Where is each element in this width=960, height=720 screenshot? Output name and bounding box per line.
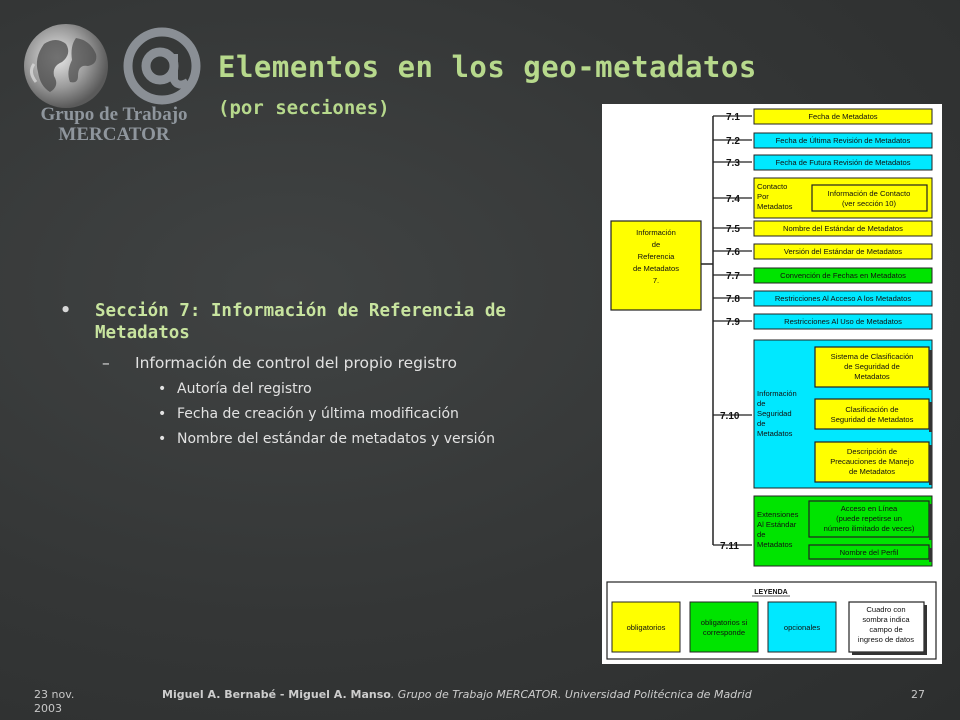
inner-label: Descripción de xyxy=(846,447,898,456)
legend-label: campo de xyxy=(869,625,903,634)
row-number: 7.7 xyxy=(726,271,740,282)
footer-org: . Grupo de Trabajo MERCATOR. Universidad Politécnica de Madrid xyxy=(390,688,752,701)
row-label: Restricciones Al Uso de Metadatos xyxy=(784,317,902,326)
root-label: de Metadatos xyxy=(632,264,680,273)
at-sign-icon xyxy=(128,32,196,100)
inner-label: (puede repetirse un xyxy=(836,514,902,523)
inner-label: Seguridad de Metadatos xyxy=(830,415,914,424)
sub-sub-bullet: • Nombre del estándar de metadatos y versión xyxy=(60,430,517,448)
inner-label: Información de Contacto xyxy=(827,189,911,198)
legend-label: Cuadro con xyxy=(866,605,906,614)
row-label: Fecha de Futura Revisión de Metadatos xyxy=(775,158,911,167)
row-label: Información xyxy=(757,389,797,398)
page-number: 27 xyxy=(911,688,925,701)
legend-label: ingreso de datos xyxy=(857,635,915,644)
bullet-main: • Sección 7: Información de Referencia de Metadatos xyxy=(60,300,560,344)
logo-line2: MERCATOR xyxy=(58,124,170,145)
footer-date xyxy=(34,688,74,716)
globe-icon xyxy=(24,24,108,108)
legend-label: obligatorios xyxy=(626,623,666,632)
inner-label: Nombre del Perfil xyxy=(839,548,899,557)
legend-title: LEYENDA xyxy=(754,589,788,596)
row-label: Convención de Fechas en Metadatos xyxy=(780,271,906,280)
row-label: Fecha de Última Revisión de Metadatos xyxy=(775,136,911,145)
row-label: Metadatos xyxy=(757,429,793,438)
row-number: 7.10 xyxy=(720,411,740,422)
row-number: 7.4 xyxy=(726,194,740,205)
row-label: Extensiones xyxy=(757,510,799,519)
row-label: Seguridad xyxy=(757,409,792,418)
row-number: 7.3 xyxy=(726,158,740,169)
row-number: 7.8 xyxy=(726,294,740,305)
row-label: Versión del Estándar de Metadatos xyxy=(783,247,903,256)
slide-title: Elementos en los geo-metadatos xyxy=(218,50,757,84)
row-label: Metadatos xyxy=(757,202,793,211)
inner-label: de Seguridad de xyxy=(844,362,900,371)
sub-bullet: – Información de control del propio registro xyxy=(60,353,560,373)
inner-label: Sistema de Clasificación xyxy=(830,352,914,361)
row-label: Fecha de Metadatos xyxy=(808,112,878,121)
sub-sub-bullet: • Fecha de creación y última modificación xyxy=(60,405,517,423)
inner-label: número ilimitado de veces) xyxy=(823,524,915,533)
row-label: Al Estándar xyxy=(757,520,797,529)
row-label: Nombre del Estándar de Metadatos xyxy=(783,224,903,233)
row-number: 7.2 xyxy=(726,136,740,147)
slide-subtitle: (por secciones) xyxy=(218,97,390,119)
row-number: 7.9 xyxy=(726,317,740,328)
legend-label: corresponde xyxy=(702,628,746,637)
legend-label: opcionales xyxy=(783,623,821,632)
metadata-section-diagram xyxy=(602,104,942,664)
inner-label: Clasificación de xyxy=(845,405,899,414)
footer-date-line: 2003 xyxy=(34,702,62,715)
root-label: de xyxy=(651,240,661,249)
inner-label: de Metadatos xyxy=(848,467,896,476)
row-label: Metadatos xyxy=(757,540,793,549)
row-number: 7.1 xyxy=(726,112,740,123)
inner-label: Acceso en Línea xyxy=(840,504,898,513)
footer-date-line: 23 nov. xyxy=(34,688,75,701)
inner-label: (ver sección 10) xyxy=(841,199,897,208)
footer-authors: Miguel A. Bernabé - Miguel A. Manso xyxy=(162,688,391,701)
bullet-list xyxy=(60,300,560,448)
row-number: 7.11 xyxy=(720,541,739,552)
legend-item xyxy=(690,602,758,652)
row-label: de xyxy=(757,419,766,428)
row-label: Restricciones Al Acceso A los Metadatos xyxy=(774,294,912,303)
footer-credits xyxy=(162,688,752,701)
legend-label: obligatorios si xyxy=(700,618,748,627)
row-label: Por xyxy=(757,192,769,201)
row-label: de xyxy=(757,399,766,408)
row-number: 7.6 xyxy=(726,247,740,258)
logo-line1: Grupo de Trabajo xyxy=(40,104,188,125)
inner-label: Precauciones de Manejo xyxy=(830,457,914,466)
row-label: Contacto xyxy=(757,182,788,191)
root-label: 7. xyxy=(652,276,660,285)
row-number: 7.5 xyxy=(726,224,740,235)
legend-label: sombra indica xyxy=(862,615,910,624)
grupo-mercator-logo xyxy=(14,14,214,154)
row-label: de xyxy=(757,530,766,539)
sub-sub-bullet: • Autoría del registro xyxy=(60,380,517,398)
inner-label: Metadatos xyxy=(854,372,890,381)
inner-box xyxy=(815,399,929,429)
root-label: Información xyxy=(636,228,676,237)
root-label: Referencia xyxy=(637,252,675,261)
